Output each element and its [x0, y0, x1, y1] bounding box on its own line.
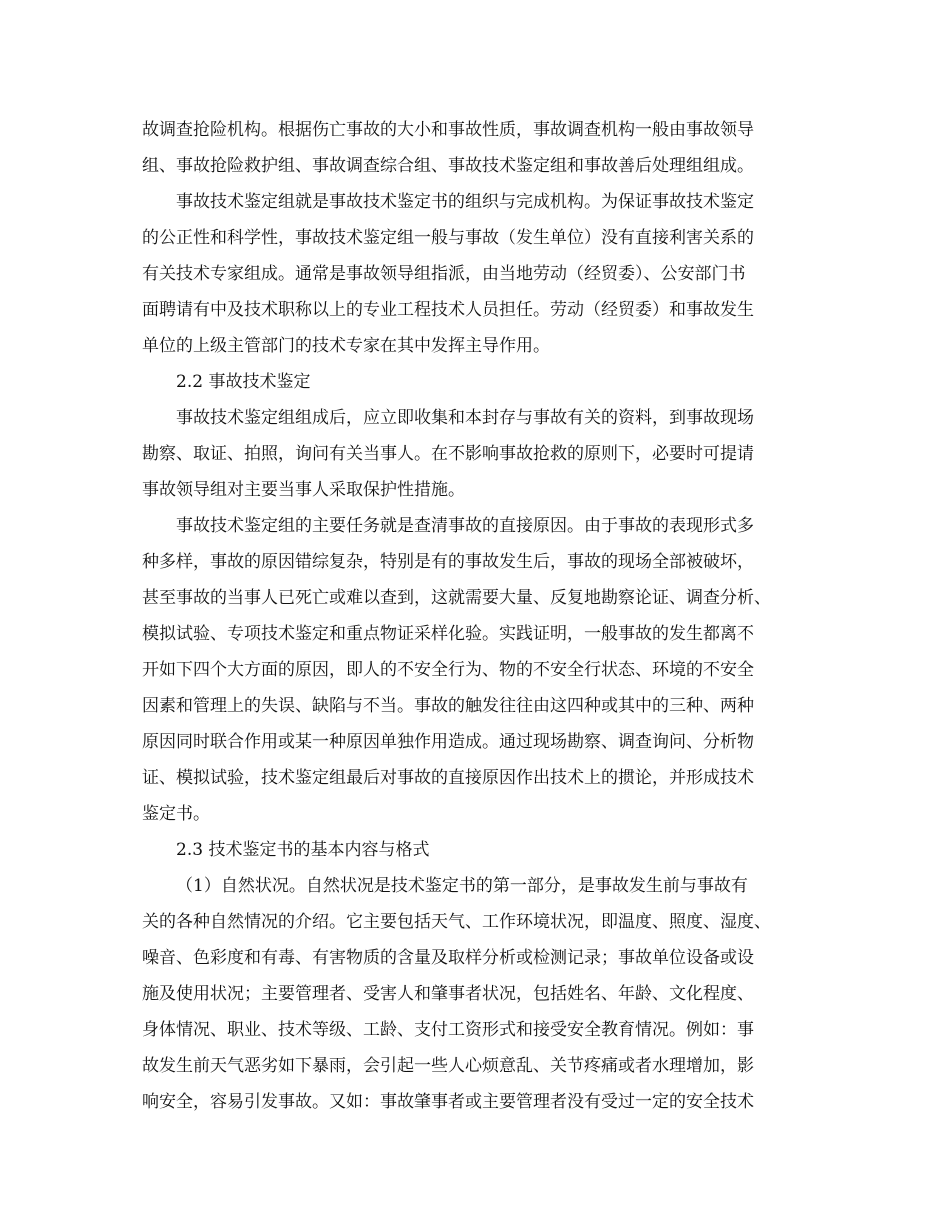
text-line: 组、事故抢险救护组、事故调查综合组、事故技术鉴定组和事故善后处理组组成。: [142, 156, 754, 176]
section-heading: 2.2 事故技术鉴定: [176, 372, 311, 392]
text-line: 事故技术鉴定组就是事故技术鉴定书的组织与完成机构。为保证事故技术鉴定: [176, 192, 754, 212]
text-line: 施及使用状况；主要管理者、受害人和肇事者状况，包括姓名、年龄、文化程度、: [142, 984, 754, 1004]
text-line: 响安全，容易引发事故。又如：事故肇事者或主要管理者没有受过一定的安全技术: [142, 1092, 754, 1112]
text-line: 的公正性和科学性，事故技术鉴定组一般与事故（发生单位）没有直接利害关系的: [142, 228, 754, 248]
text-line: （1）自然状况。自然状况是技术鉴定书的第一部分，是事故发生前与事故有: [176, 876, 748, 896]
text-line: 事故技术鉴定组的主要任务就是查清事故的直接原因。由于事故的表现形式多: [176, 516, 754, 536]
text-line: 种多样，事故的原因错综复杂，特别是有的事故发生后，事故的现场全部被破坏，: [142, 552, 754, 572]
text-line: 事故领导组对主要当事人采取保护性措施。: [142, 480, 465, 500]
text-line: 因素和管理上的失误、缺陷与不当。事故的触发往往由这四种或其中的三种、两种: [142, 696, 754, 716]
section-heading: 2.3 技术鉴定书的基本内容与格式: [176, 840, 430, 860]
text-line: 事故技术鉴定组组成后，应立即收集和本封存与事故有关的资料，到事故现场: [176, 408, 754, 428]
text-line: 甚至事故的当事人已死亡或难以查到，这就需要大量、反复地勘察论证、调查分析、: [142, 588, 771, 608]
text-line: 面聘请有中及技术职称以上的专业工程技术人员担任。劳动（经贸委）和事故发生: [142, 300, 754, 320]
text-line: 开如下四个大方面的原因，即人的不安全行为、物的不安全行状态、环境的不安全: [142, 660, 754, 680]
text-line: 鉴定书。: [142, 804, 210, 824]
text-line: 身体情况、职业、技术等级、工龄、支付工资形式和接受安全教育情况。例如：事: [142, 1020, 754, 1040]
text-line: 模拟试验、专项技术鉴定和重点物证采样化验。实践证明，一般事故的发生都离不: [142, 624, 754, 644]
text-line: 关的各种自然情况的介绍。它主要包括天气、工作环境状况，即温度、照度、湿度、: [142, 912, 771, 932]
text-line: 噪音、色彩度和有毒、有害物质的含量及取样分析或检测记录；事故单位设备或设: [142, 948, 754, 968]
text-line: 故发生前天气恶劣如下暴雨，会引起一些人心烦意乱、关节疼痛或者水理增加，影: [142, 1056, 754, 1076]
text-line: 单位的上级主管部门的技术专家在其中发挥主导作用。: [142, 336, 550, 356]
text-line: 原因同时联合作用或某一种原因单独作用造成。通过现场勘察、调查询问、分析物: [142, 732, 754, 752]
text-line: 证、模拟试验，技术鉴定组最后对事故的直接原因作出技术上的掼论，并形成技术: [142, 768, 754, 788]
text-line: 勘察、取证、拍照，询问有关当事人。在不影响事故抢救的原则下，必要时可提请: [142, 444, 754, 464]
text-line: 有关技术专家组成。通常是事故领导组指派，由当地劳动（经贸委）、公安部门书: [142, 264, 746, 284]
body-text: [142, 112, 820, 1120]
text-line: 故调查抢险机构。根据伤亡事故的大小和事故性质，事故调查机构一般由事故领导: [142, 120, 754, 140]
